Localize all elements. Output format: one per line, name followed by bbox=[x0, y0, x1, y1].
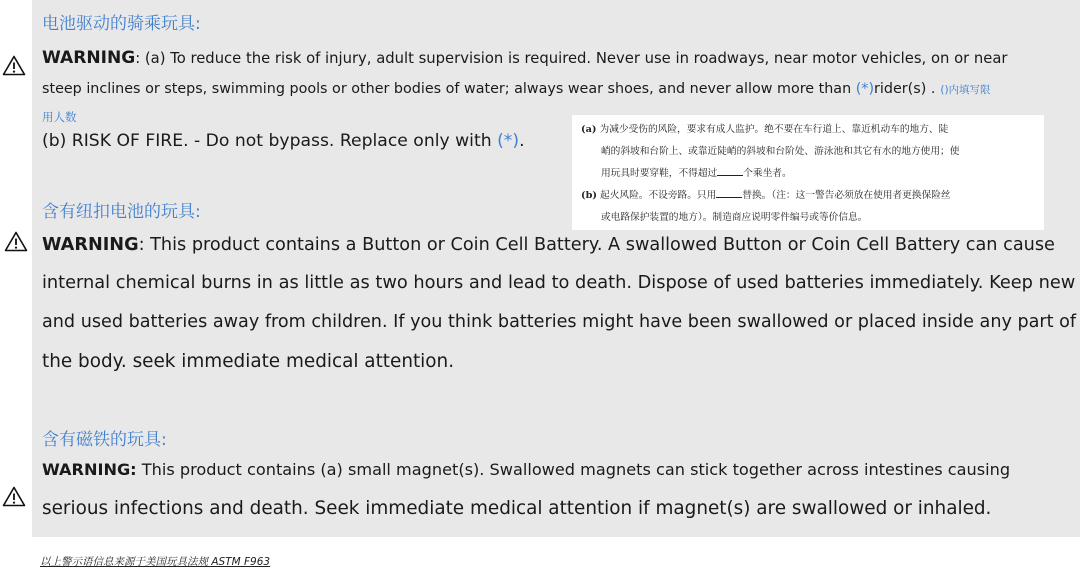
warning-triangle-icon bbox=[4, 231, 28, 252]
section-heading-button-battery: 含有纽扣电池的玩具: bbox=[42, 202, 201, 222]
fill-in-note: ()内填写限 bbox=[940, 84, 991, 96]
blank-line bbox=[716, 188, 742, 198]
section-heading-magnets: 含有磁铁的玩具: bbox=[42, 430, 167, 450]
button-battery-warning-line-2: internal chemical burns in as little as two hours and lead to death. Dispose of used batteries immediately. Keep new bbox=[42, 273, 1076, 293]
blank-placeholder: (*) bbox=[497, 131, 520, 151]
button-battery-warning-line-4: the body. seek immediate medical attention. bbox=[42, 351, 455, 372]
warning-triangle-icon bbox=[2, 55, 26, 76]
ride-on-warning-line-3: (b) RISK OF FIRE. - Do not bypass. Replace only with (*). bbox=[42, 131, 525, 151]
section-heading-ride-on: 电池驱动的骑乘玩具: bbox=[42, 14, 201, 34]
magnet-warning-line-1: WARNING: This product contains (a) small magnet(s). Swallowed magnets can stick together across intestines causing bbox=[42, 460, 1011, 479]
button-battery-warning-line-3: and used batteries away from children. If you think batteries might have been swallowed or placed inside any part of bbox=[42, 312, 1077, 332]
fill-in-note-continued: 用人数 bbox=[42, 110, 77, 124]
magnet-warning-line-2: serious infections and death. Seek immediate medical attention if magnet(s) are swallowed or inhaled. bbox=[42, 498, 992, 519]
ride-on-warning-line-2: steep inclines or steps, swimming pools or other bodies of water; always wear shoes, and never allow more than (*)rider(s) . ()内填写限 bbox=[42, 81, 991, 97]
blank-line bbox=[717, 166, 743, 176]
chinese-translation-inset bbox=[572, 115, 1044, 230]
inset-line: 或电路保护装置的地方）。制造商应说明零件编号或等价信息。 bbox=[601, 212, 868, 223]
inset-line: 峭的斜坡和台阶上、或靠近陡峭的斜坡和台阶处、游泳池和其它有水的地方使用；使 bbox=[601, 146, 960, 157]
warning-label: WARNING: bbox=[42, 460, 137, 479]
inset-line: (b) 起火风险。不设旁路。只用 替换。（注：这一警告必须放在使用者更换保险丝 bbox=[581, 190, 951, 201]
button-battery-warning-line-1: WARNING: This product contains a Button or Coin Cell Battery. A swallowed Button or Coin Cell Battery can cause bbox=[42, 235, 1055, 255]
warning-label: WARNING bbox=[42, 235, 139, 255]
warning-triangle-icon bbox=[2, 486, 26, 507]
warning-label: WARNING bbox=[42, 48, 136, 68]
inset-line: 用玩具时要穿鞋，不得超过 个乘坐者。 bbox=[601, 168, 792, 179]
ride-on-warning-line-1: WARNING: (a) To reduce the risk of injury, adult supervision is required. Never use in roadways, near motor vehicles, on or near bbox=[42, 48, 1008, 68]
source-note: 以上警示语信息来源于美国玩具法规 ASTM F963 bbox=[40, 556, 271, 568]
inset-line: (a) 为减少受伤的风险，要求有成人监护。绝不要在车行道上、靠近机动车的地方、陡 bbox=[581, 124, 949, 135]
blank-placeholder: (*) bbox=[855, 81, 875, 97]
